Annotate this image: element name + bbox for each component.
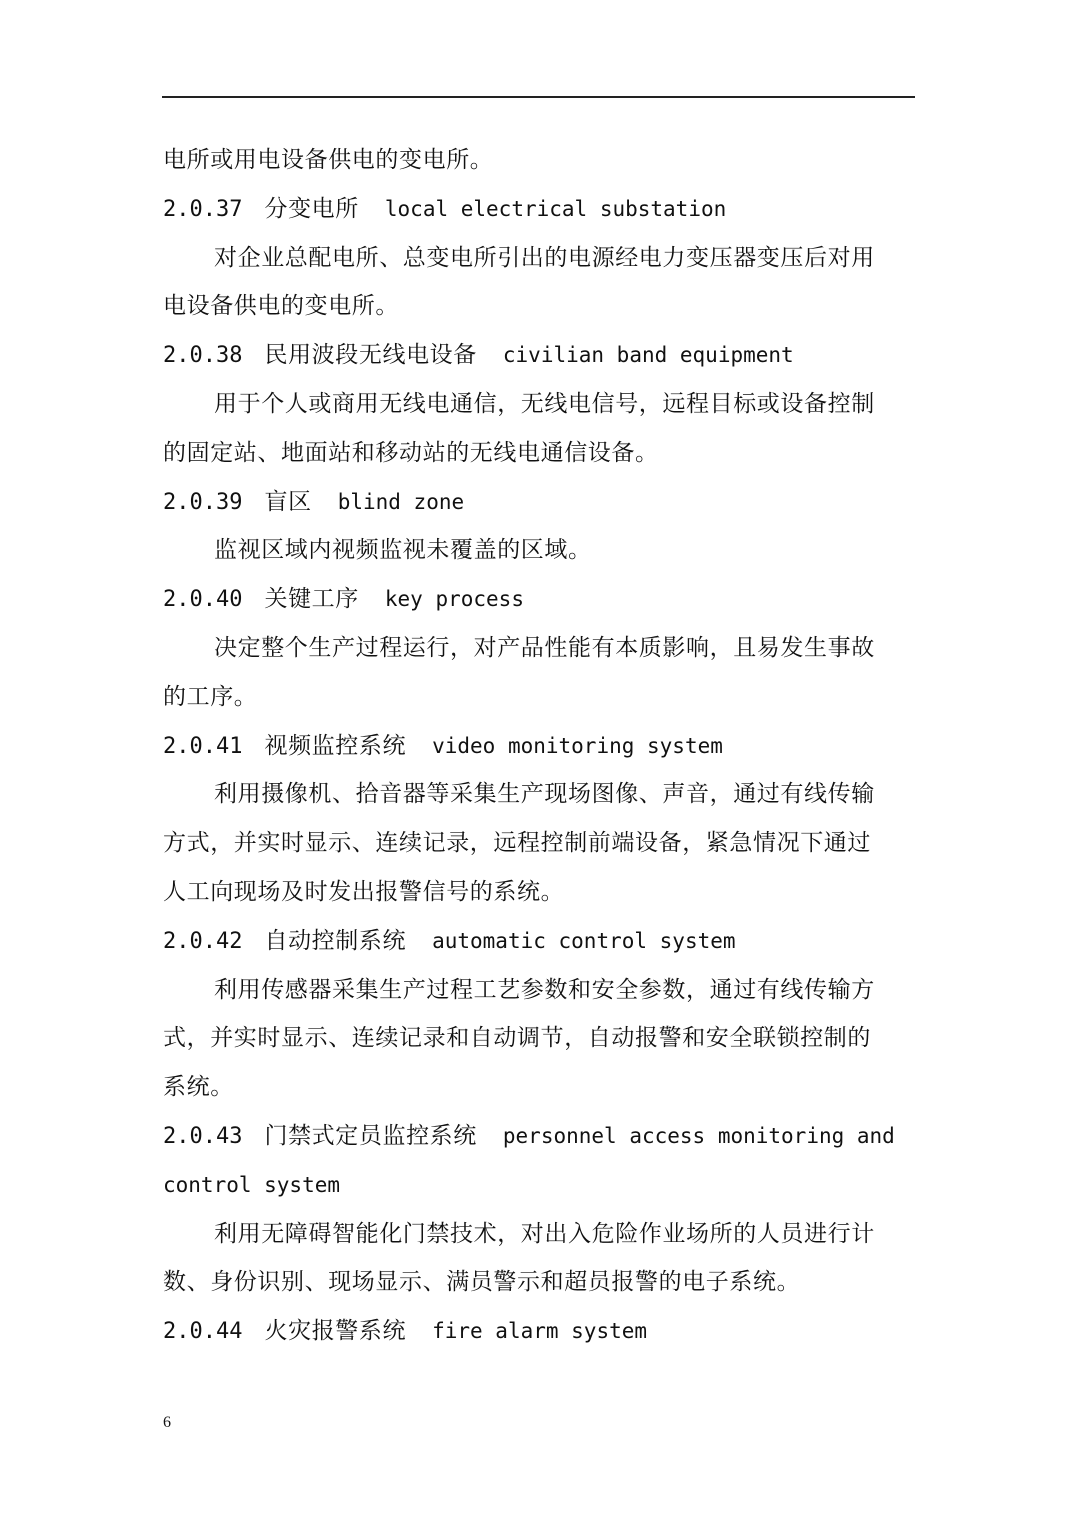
term-english: civilian band equipment [502,343,794,368]
text-line: 用于个人或商用无线电通信，无线电信号，远程目标或设备控制 [214,390,875,417]
term-heading [163,917,915,966]
header-rule [162,96,915,98]
term-number: 2.0.38 [163,343,243,369]
term-english: key process [384,587,524,612]
term-heading [163,478,915,527]
term-english: fire alarm system [432,1319,648,1344]
term-heading [163,185,915,234]
text-line: 利用无障碍智能化门禁技术，对出入危险作业场所的人员进行计 [214,1220,875,1247]
text-line: 监视区域内视频监视未覆盖的区域。 [214,537,592,564]
term-chinese: 关键工序 [264,586,359,613]
term-number: 2.0.43 [163,1123,243,1149]
term-chinese: 分变电所 [264,195,359,222]
term-english: video monitoring system [432,733,723,758]
term-heading [163,722,915,771]
term-heading [163,575,915,624]
term-number: 2.0.37 [163,196,243,222]
text-line: 人工向现场及时发出报警信号的系统。 [163,878,565,905]
term-number: 2.0.41 [163,733,243,759]
term-heading [163,1112,915,1161]
term-number: 2.0.42 [163,928,243,954]
document-body [163,136,915,1356]
term-chinese: 火灾报警系统 [264,1318,407,1345]
text-line: 的工序。 [163,683,258,710]
term-chinese: 自动控制系统 [264,927,407,954]
term-chinese: 民用波段无线电设备 [264,342,477,369]
text-line: 利用摄像机、拾音器等采集生产现场图像、声音，通过有线传输 [214,781,875,808]
term-english-continued: control system [163,1172,341,1197]
term-heading [163,331,915,380]
page-number: 6 [163,1414,171,1431]
term-number: 2.0.44 [163,1319,243,1345]
term-chinese: 盲区 [264,488,312,515]
text-line: 利用传感器采集生产过程工艺参数和安全参数，通过有线传输方 [214,976,875,1003]
term-number: 2.0.40 [163,587,243,613]
text-line: 的固定站、地面站和移动站的无线电通信设备。 [163,439,659,466]
text-line: 对企业总配电所、总变电所引出的电源经电力变压器变压后对用 [214,244,875,271]
text-line: 系统。 [163,1074,234,1101]
text-line: 式，并实时显示、连续记录和自动调节，自动报警和安全联锁控制的 [163,1025,871,1052]
term-english: blind zone [337,489,465,514]
text-line: 方式，并实时显示、连续记录，远程控制前端设备，紧急情况下通过 [163,830,871,857]
text-line [163,1161,915,1210]
text-line: 数、身份识别、现场显示、满员警示和超员报警的电子系统。 [163,1269,801,1296]
term-heading [163,1307,915,1356]
text-line: 电所或用电设备供电的变电所。 [163,147,494,173]
term-chinese: 门禁式定员监控系统 [264,1122,477,1149]
term-english: automatic control system [432,928,736,953]
term-chinese: 视频监控系统 [264,732,407,759]
term-english: personnel access monitoring and [502,1123,895,1148]
term-number: 2.0.39 [163,489,243,515]
term-english: local electrical substation [384,196,727,221]
text-line: 决定整个生产过程运行，对产品性能有本质影响，且易发生事故 [214,634,875,661]
text-line: 电设备供电的变电所。 [163,293,399,320]
